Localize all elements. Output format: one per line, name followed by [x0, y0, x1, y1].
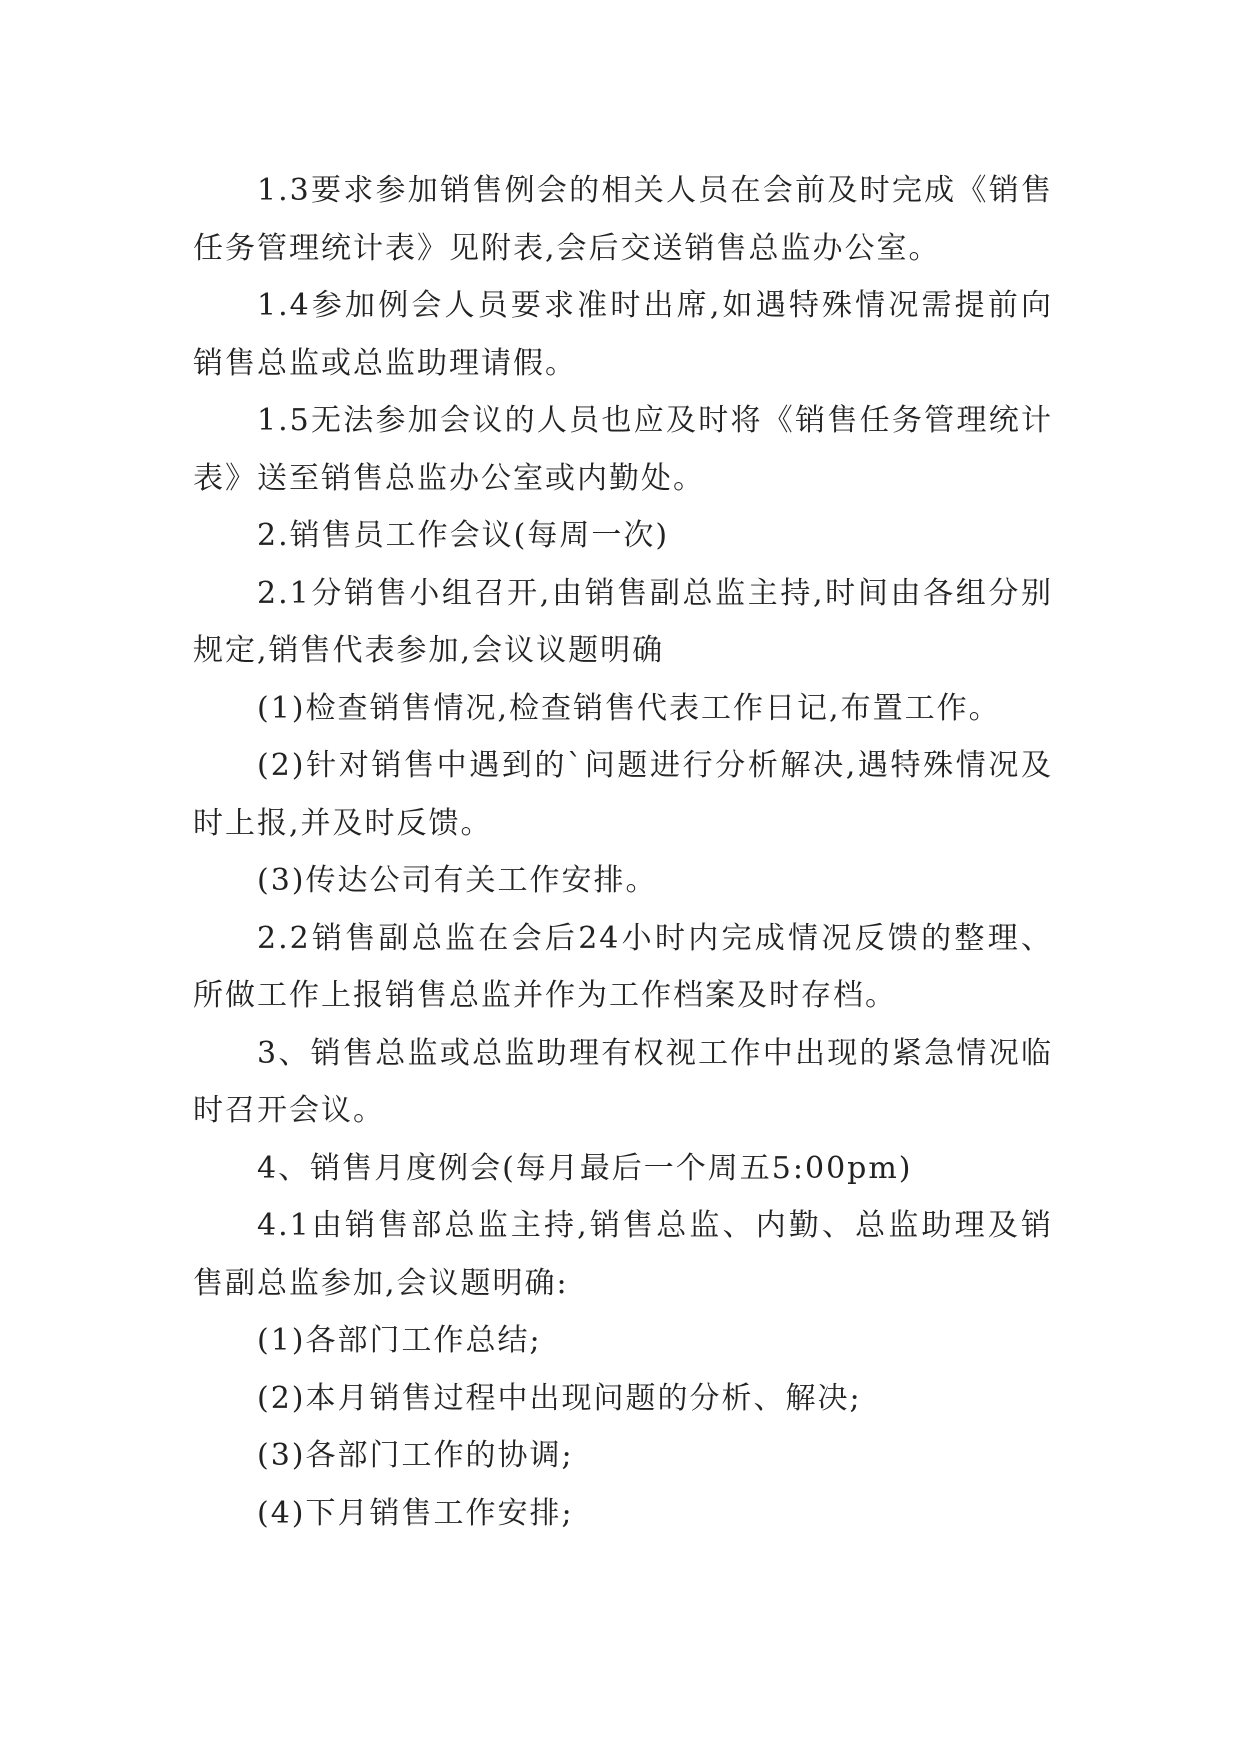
list-item-2-1-3: (3)传达公司有关工作安排。 [257, 863, 658, 898]
list-item-4-1-4: (4)下月销售工作安排; [257, 1495, 574, 1531]
list-item-2-1-2: (2)针对销售中遇到的`问题进行分析解决,遇特殊情况及时上报,并及时反馈。 [193, 748, 1053, 841]
list-item-4-1-2: (2)本月销售过程中出现问题的分析、解决; [257, 1380, 862, 1416]
list-item-4-1-3: (3)各部门工作的协调; [257, 1438, 574, 1473]
heading-2-weekly-meeting: 2.销售员工作会议(每周一次) [257, 518, 670, 553]
paragraph-1-3: 1.3要求参加销售例会的相关人员在会前及时完成《销售任务管理统计表》见附表,会后交送销售总监办公室。 [193, 173, 1053, 266]
paragraph-2-1: 2.1分销售小组召开,由销售副总监主持,时间由各组分别规定,销售代表参加,会议议题明确 [193, 575, 1053, 668]
document-body [193, 162, 1053, 1542]
paragraph-3: 3、销售总监或总监助理有权视工作中出现的紧急情况临时召开会议。 [193, 1035, 1053, 1128]
list-item-4-1-1: (1)各部门工作总结; [257, 1323, 542, 1358]
heading-4-monthly-meeting: 4、销售月度例会(每月最后一个周五5:00pm) [257, 1150, 913, 1186]
paragraph-1-5: 1.5无法参加会议的人员也应及时将《销售任务管理统计表》送至销售总监办公室或内勤处。 [193, 403, 1053, 496]
paragraph-2-2: 2.2销售副总监在会后24小时内完成情况反馈的整理、所做工作上报销售总监并作为工作档案及时存档。 [193, 920, 1053, 1013]
list-item-2-1-1: (1)检查销售情况,检查销售代表工作日记,布置工作。 [257, 690, 1001, 726]
paragraph-4-1: 4.1由销售部总监主持,销售总监、内勤、总监助理及销售副总监参加,会议题明确: [193, 1208, 1053, 1301]
paragraph-1-4: 1.4参加例会人员要求准时出席,如遇特殊情况需提前向销售总监或总监助理请假。 [193, 288, 1053, 381]
